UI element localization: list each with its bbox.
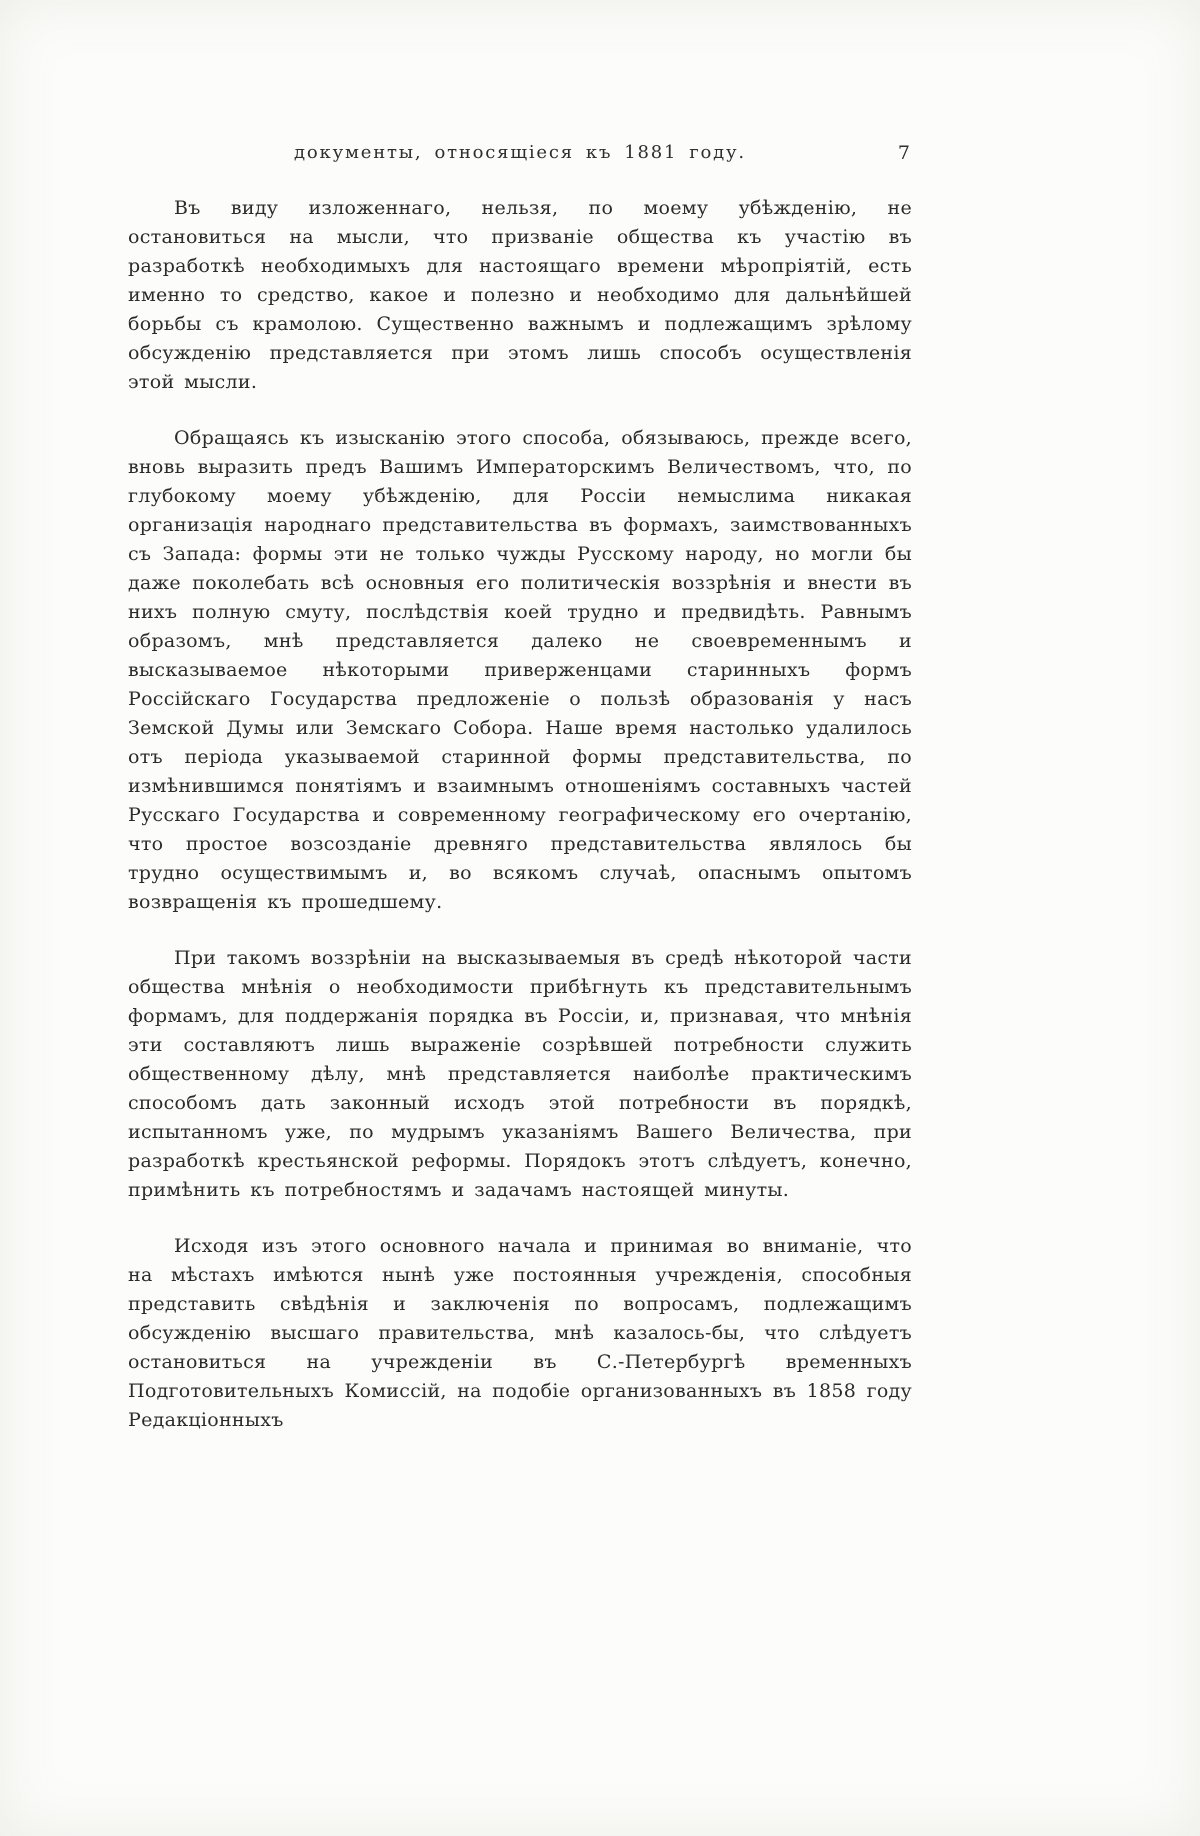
paragraph-3: При такомъ воззрѣніи на высказываемыя въ средѣ нѣкоторой части общества мнѣнія о необходимости прибѣгнуть къ представительнымъ формамъ, для поддержанія порядка въ Россіи, и, признавая, что мнѣнія эти составляютъ лишь выраженіе созрѣвшей потребности служить общественному дѣлу, мнѣ представляется наиболѣе практическимъ способомъ дать законный исходъ этой потребности въ порядкѣ, испытанномъ уже, по мудрымъ указаніямъ Вашего Величества, при разработкѣ крестьянской реформы. Порядокъ этотъ слѣдуетъ, конечно, примѣнить къ потребностямъ и задачамъ настоящей минуты. bbox=[128, 947, 912, 1201]
page-number: 7 bbox=[897, 142, 910, 164]
running-title: документы, относящіеся къ 1881 году. bbox=[294, 142, 746, 163]
paragraph-1: Въ виду изложеннаго, нельзя, по моему убѣжденію, не остановиться на мысли, что призваніе общества къ участію въ разработкѣ необходимыхъ для настоящаго времени мѣропріятій, есть именно то средство, какое и полезно и необходимо для дальнѣйшей борьбы съ крамолою. Существенно важнымъ и подлежащимъ зрѣлому обсужденію представляется при этомъ лишь способъ осуществленія этой мысли. bbox=[128, 197, 912, 393]
paragraph-4: Исходя изъ этого основного начала и принимая во вниманіе, что на мѣстахъ имѣются нынѣ уже постоянныя учрежденія, способныя представить свѣдѣнія и заключенія по вопросамъ, подлежащимъ обсужденію высшаго правительства, мнѣ казалось-бы, что слѣдуетъ остановиться на учрежденіи въ С.-Петербургѣ временныхъ Подготовительныхъ Комиссій, на подобіе организованныхъ въ 1858 году Редакціонныхъ bbox=[128, 1235, 912, 1431]
text-block bbox=[128, 142, 912, 1435]
paragraph-2: Обращаясь къ изысканію этого способа, обязываюсь, прежде всего, вновь выразить предъ Вашимъ Императорскимъ Величествомъ, что, по глубокому моему убѣжденію, для Россіи немыслима никакая организація народнаго представительства въ формахъ, заимствованныхъ съ Запада: формы эти не только чужды Русскому народу, но могли бы даже поколебать всѣ основныя его политическія воззрѣнія и внести въ нихъ полную смуту, послѣдствія коей трудно и предвидѣть. Равнымъ образомъ, мнѣ представляется далеко не своевременнымъ и высказываемое нѣкоторыми приверженцами старинныхъ формъ Россійскаго Государства предложеніе о пользѣ образованія у насъ Земской Думы или Земскаго Собора. Наше время настолько удалилось отъ періода указываемой старинной формы представительства, по измѣнившимся понятіямъ и взаимнымъ отношеніямъ составныхъ частей Русскаго Государства и современному географическому его очертанію, что простое возсозданіе древняго представительства являлось бы трудно осуществимымъ и, во всякомъ случаѣ, опаснымъ опытомъ возвращенія къ прошедшему. bbox=[128, 427, 912, 913]
body-text bbox=[128, 194, 912, 1435]
page-header bbox=[128, 142, 912, 176]
